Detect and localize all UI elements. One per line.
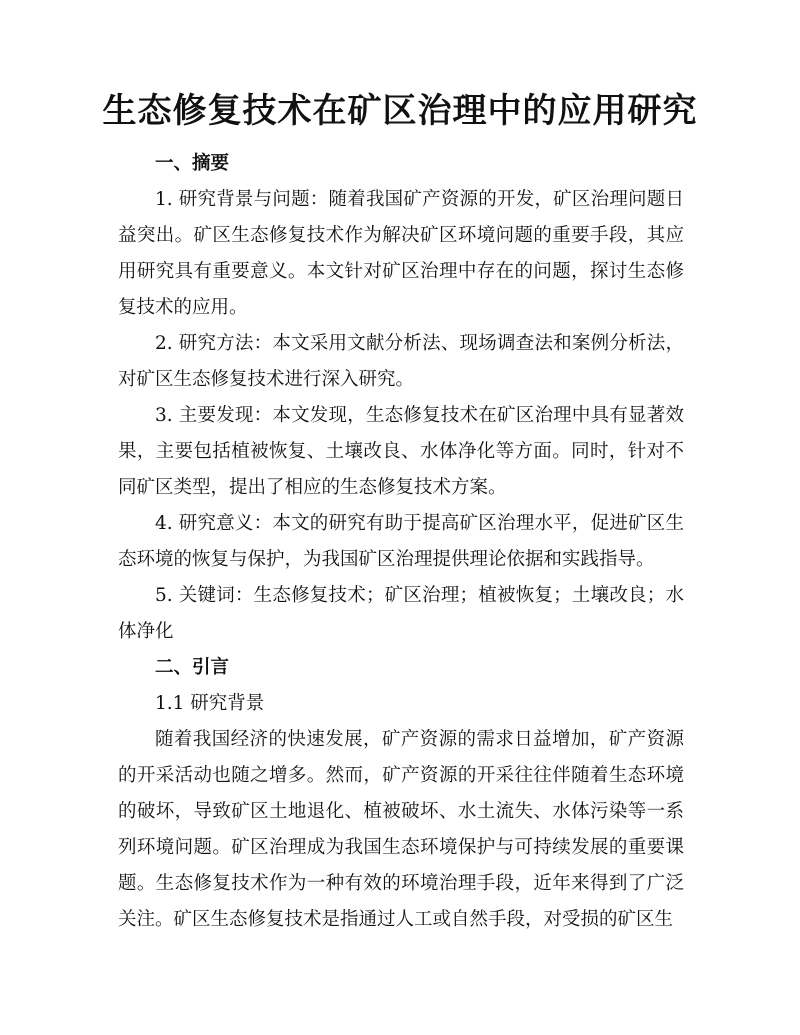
background-paragraph: 随着我国经济的快速发展，矿产资源的需求日益增加，矿产资源的开采活动也随之增多。然而，矿产资源的开采往往伴随着生态环境的破坏，导致矿区土地退化、植被破坏、水土流失、水体污染等一系列环境问题。矿区治理成为我国生态环境保护与可持续发展的重要课题。生态修复技术作为一种有效的环境治理手段，近年来得到了广泛关注。矿区生态修复技术是指通过人工或自然手段，对受损的矿区生	[118, 729, 684, 930]
abstract-item-4: 4. 研究意义：本文的研究有助于提高矿区治理水平，促进矿区生态环境的恢复与保护，为我国矿区治理提供理论依据和实践指导。	[118, 513, 684, 570]
document-title: 生态修复技术在矿区治理中的应用研究	[102, 91, 698, 131]
section-heading-introduction: 二、引言	[155, 657, 230, 678]
abstract-item-1: 1. 研究背景与问题：随着我国矿产资源的开发，矿区治理问题日益突出。矿区生态修复技术作为解决矿区环境问题的重要手段，其应用研究具有重要意义。本文针对矿区治理中存在的问题，探讨生态修复技术的应用。	[118, 189, 684, 318]
abstract-item-5: 5. 关键词：生态修复技术；矿区治理；植被恢复；土壤改良；水体净化	[118, 585, 684, 642]
section-heading-abstract: 一、摘要	[155, 153, 230, 174]
abstract-item-3: 3. 主要发现：本文发现，生态修复技术在矿区治理中具有显著效果，主要包括植被恢复、土壤改良、水体净化等方面。同时，针对不同矿区类型，提出了相应的生态修复技术方案。	[118, 405, 684, 498]
abstract-item-2: 2. 研究方法：本文采用文献分析法、现场调查法和案例分析法，对矿区生态修复技术进行深入研究。	[118, 333, 684, 390]
subsection-heading-background: 1.1 研究背景	[155, 693, 265, 714]
